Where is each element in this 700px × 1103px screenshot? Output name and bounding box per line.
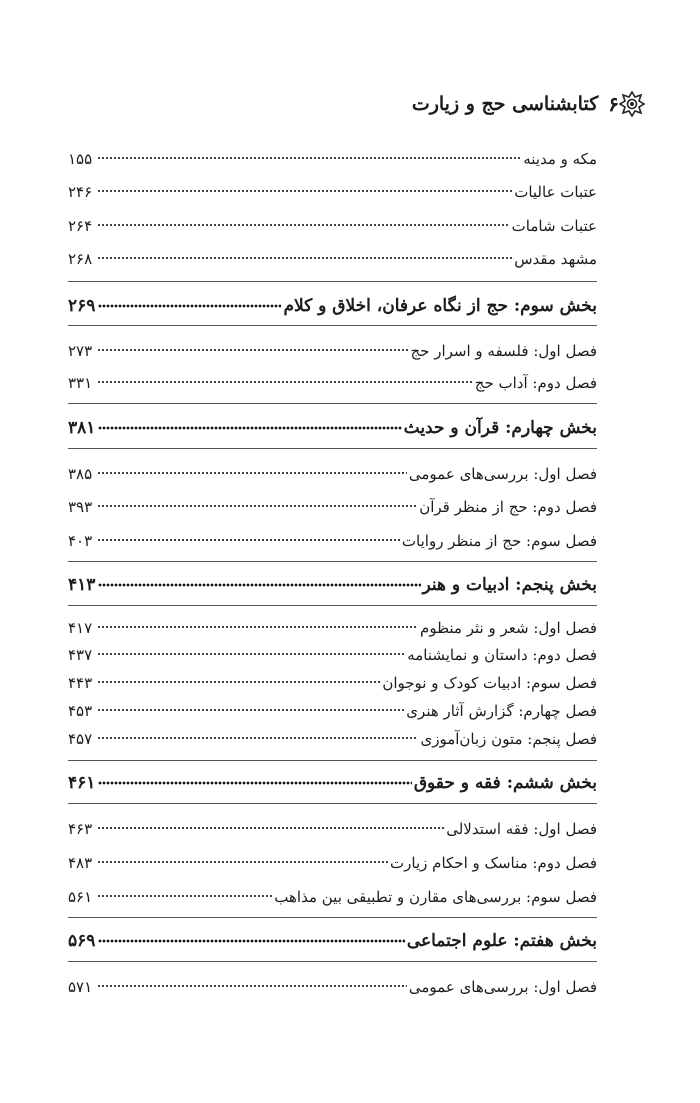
dot-leader: [97, 622, 418, 632]
dot-leader: [98, 778, 411, 788]
toc-entry-page: ۲۶۸: [68, 250, 93, 268]
toc-part-heading[interactable]: [68, 767, 597, 793]
toc-entry-page: ۴۰۳: [68, 532, 93, 550]
toc-entry[interactable]: [68, 457, 597, 483]
toc-entry-page: ۴۶۳: [68, 820, 93, 838]
part-title: بخش هفتم: علوم اجتماعی: [406, 931, 597, 951]
toc-entry[interactable]: [68, 209, 597, 235]
dot-leader: [97, 677, 380, 687]
toc-entry-page: ۵۷۱: [68, 978, 93, 996]
toc-entry-page: ۴۱۷: [68, 619, 93, 637]
dot-leader: [97, 733, 418, 743]
toc-entry-page: ۳۳۱: [68, 374, 93, 392]
dot-leader: [97, 253, 512, 263]
dot-leader: [97, 153, 521, 163]
dot-leader: [97, 468, 407, 478]
part-title: بخش چهارم: قرآن و حدیث: [403, 418, 597, 438]
section-divider: [68, 917, 597, 918]
toc-entry-title: فصل اول: فلسفه و اسرار حج: [410, 342, 597, 360]
toc-entry[interactable]: [68, 490, 597, 516]
dot-leader: [97, 705, 404, 715]
part-title: بخش سوم: حج از نگاه عرفان، اخلاق و کلام: [283, 296, 597, 316]
dot-leader: [98, 936, 404, 946]
dot-leader: [97, 220, 510, 230]
part-title: بخش پنجم: ادبیات و هنر: [422, 575, 597, 595]
section-divider: [68, 760, 597, 761]
toc-entry-page: ۳۸۵: [68, 465, 93, 483]
toc-entry[interactable]: [68, 242, 597, 268]
toc-entry[interactable]: [68, 524, 597, 550]
part-page: ۴۱۳: [68, 575, 96, 595]
toc-entry-title: فصل اول: بررسی‌های عمومی: [408, 465, 597, 483]
section-divider: [68, 448, 597, 449]
toc-entry-title: فصل اول: فقه استدلالی: [446, 820, 597, 838]
toc-entry-title: فصل اول: شعر و نثر منظوم: [420, 619, 597, 637]
toc-entry-page: ۴۳۷: [68, 646, 93, 664]
toc-entry-title: فصل دوم: مناسک و احکام زیارت: [390, 854, 597, 872]
dot-leader: [97, 377, 473, 387]
toc-part-heading[interactable]: [68, 569, 597, 595]
toc-entry-title: فصل اول: بررسی‌های عمومی: [408, 978, 597, 996]
running-header: [412, 89, 645, 119]
section-divider: [68, 961, 597, 962]
dot-leader: [98, 580, 420, 590]
part-page: ۴۶۱: [68, 773, 96, 793]
toc-part-heading[interactable]: [68, 925, 597, 951]
toc-entry-title: عتبات عالیات: [514, 183, 597, 201]
dot-leader: [97, 535, 400, 545]
page-number: ۶: [608, 92, 619, 116]
dot-leader: [98, 423, 401, 433]
toc-entry[interactable]: [68, 611, 597, 637]
toc-entry[interactable]: [68, 142, 597, 168]
toc-entry-page: ۴۴۳: [68, 674, 93, 692]
part-page: ۵۶۹: [68, 931, 96, 951]
toc-entry-title: مکه و مدینه: [523, 150, 597, 168]
part-page: ۳۸۱: [68, 418, 96, 438]
section-divider: [68, 605, 597, 606]
toc-entry-title: فصل دوم: حج از منظر قرآن: [419, 498, 597, 516]
toc-entry[interactable]: [68, 175, 597, 201]
toc-entry-page: ۲۶۴: [68, 217, 93, 235]
section-divider: [68, 281, 597, 282]
toc-entry[interactable]: [68, 880, 597, 906]
toc-entry[interactable]: [68, 812, 597, 838]
dot-leader: [97, 345, 408, 355]
section-divider: [68, 403, 597, 404]
toc-entry-page: ۴۵۷: [68, 730, 93, 748]
dot-leader: [98, 301, 281, 311]
dot-leader: [97, 981, 407, 991]
toc-entry-page: ۴۵۳: [68, 702, 93, 720]
dot-leader: [97, 891, 272, 901]
dot-leader: [97, 823, 444, 833]
toc-entry[interactable]: [68, 666, 597, 692]
toc-entry-page: ۲۷۳: [68, 342, 93, 360]
toc-entry-page: ۴۸۳: [68, 854, 93, 872]
toc-entry[interactable]: [68, 334, 597, 360]
ornament-icon: [619, 91, 645, 117]
toc-entry-title: عتبات شامات: [511, 217, 597, 235]
toc-entry-title: فصل سوم: ادبیات کودک و نوجوان: [382, 674, 597, 692]
toc-entry-page: ۱۵۵: [68, 150, 93, 168]
toc-entry[interactable]: [68, 846, 597, 872]
toc-entry-title: مشهد مقدس: [514, 250, 597, 268]
section-divider: [68, 325, 597, 326]
toc-part-heading[interactable]: [68, 412, 597, 438]
toc-entry-title: فصل دوم: آداب حج: [474, 374, 597, 392]
toc-entry[interactable]: [68, 970, 597, 996]
toc-entry-title: فصل دوم: داستان و نمایشنامه: [407, 646, 597, 664]
toc-entry-page: ۵۶۱: [68, 888, 93, 906]
toc-entry[interactable]: [68, 694, 597, 720]
toc-entry[interactable]: [68, 638, 597, 664]
dot-leader: [97, 649, 405, 659]
toc-entry-page: ۳۹۳: [68, 498, 93, 516]
toc-entry-title: فصل سوم: حج از منظر روایات: [401, 532, 597, 550]
dot-leader: [97, 501, 417, 511]
part-title: بخش ششم: فقه و حقوق: [413, 773, 597, 793]
toc-entry-page: ۲۴۶: [68, 183, 93, 201]
toc-entry[interactable]: [68, 366, 597, 392]
dot-leader: [97, 186, 512, 196]
dot-leader: [97, 857, 388, 867]
toc-part-heading[interactable]: [68, 290, 597, 316]
section-divider: [68, 561, 597, 562]
part-page: ۲۶۹: [68, 296, 96, 316]
toc-entry-title: فصل سوم: بررسی‌های مقارن و تطبیقی بین مذاهب: [274, 888, 597, 906]
toc-entry-title: فصل چهارم: گزارش آثار هنری: [406, 702, 597, 720]
book-title: کتابشناسی حج و زیارت: [411, 93, 599, 115]
toc-entry[interactable]: [68, 722, 597, 748]
toc-entry-title: فصل پنجم: متون زبان‌آموزی: [420, 730, 597, 748]
section-divider: [68, 803, 597, 804]
